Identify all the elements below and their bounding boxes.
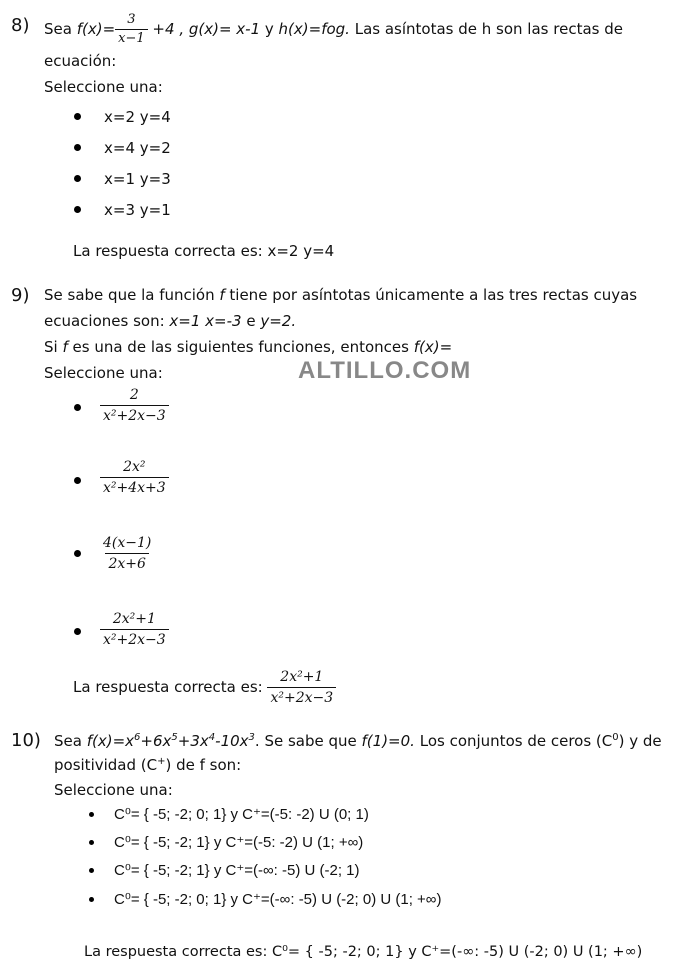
f-of-1: f(1)=0. [361, 732, 415, 750]
text: Los conjuntos de ceros (C [414, 732, 613, 750]
question-text-line-2 [44, 312, 296, 330]
fraction-numerator: 3 [127, 12, 136, 27]
f-symbol: f [219, 286, 225, 304]
text: y [260, 20, 279, 38]
question-text-line-3 [44, 338, 452, 356]
question-number: 8) [11, 15, 30, 36]
text: es una de las siguientes funciones, entonces [67, 338, 414, 356]
exponent: 3 [248, 732, 255, 743]
exponent: 5 [171, 732, 178, 743]
option-3[interactable] [100, 534, 154, 573]
option-4[interactable]: x=3 y=1 [104, 201, 171, 219]
text: Sea [54, 732, 87, 750]
question-number: 10) [11, 730, 41, 751]
polynomial [87, 732, 255, 750]
text: -10x [215, 732, 249, 750]
select-prompt: Seleccione una: [54, 781, 173, 799]
correct-answer [73, 667, 336, 707]
bullet-icon [74, 404, 81, 411]
watermark: ALTILLO.COM [298, 357, 472, 384]
select-prompt: Seleccione una: [44, 364, 163, 382]
fraction-denominator: x²+2x−3 [100, 629, 169, 649]
fraction-denominator: x²+4x+3 [100, 477, 169, 497]
fx-symbol: f(x)= [413, 338, 453, 356]
answer-label: La respuesta correcta es: [73, 678, 268, 696]
text: +6x [140, 732, 172, 750]
bullet-icon [74, 477, 81, 484]
text: e [241, 312, 261, 330]
asymptote-y: y=2. [260, 312, 297, 330]
bullet-icon [89, 868, 94, 873]
text: +3x [177, 732, 209, 750]
bullet-icon [74, 550, 81, 557]
fraction [115, 12, 148, 47]
option-3[interactable]: C⁰= { -5; -2; 1} y C⁺=(-∞: -5) U (-2; 1) [114, 862, 360, 879]
option-4[interactable]: C⁰= { -5; -2; 0; 1} y C⁺=(-∞: -5) U (-2; 0) U (1; +∞) [114, 891, 442, 908]
text: Las asíntotas de h son las rectas de [349, 20, 623, 38]
option-3[interactable]: x=1 y=3 [104, 170, 171, 188]
fraction-denominator: x²+2x−3 [100, 405, 169, 425]
text: positividad (C [54, 756, 158, 774]
bullet-icon [74, 175, 81, 182]
correct-answer: La respuesta correcta es: x=2 y=4 [73, 242, 335, 260]
question-text-line-2 [54, 756, 241, 774]
option-2[interactable]: C⁰= { -5; -2; 1} y C⁺=(-5: -2) U (1; +∞) [114, 834, 364, 851]
fraction [267, 668, 336, 707]
text: tiene por asíntotas únicamente a las tres rectas cuyas [224, 286, 638, 304]
question-text-line-1 [44, 286, 637, 304]
option-2[interactable]: x=4 y=2 [104, 139, 171, 157]
correct-answer: La respuesta correcta es: C⁰= { -5; -2; 0; 1} y C⁺=(-∞: -5) U (-2; 0) U (1; +∞) [84, 944, 643, 960]
asymptotes-x: x=1 x=-3 [169, 312, 242, 330]
bullet-icon [74, 113, 81, 120]
fraction [100, 458, 169, 497]
option-1[interactable] [100, 386, 169, 425]
f-tail: +4 [147, 20, 180, 38]
fraction [100, 610, 169, 649]
fraction-denominator: x−1 [115, 29, 148, 47]
bullet-icon [74, 206, 81, 213]
superscript: + [157, 756, 166, 767]
text: ecuaciones son: [44, 312, 170, 330]
bullet-icon [74, 144, 81, 151]
fraction-numerator: 2 [129, 387, 139, 403]
option-1[interactable]: x=2 y=4 [104, 108, 171, 126]
fraction-numerator: 2x² [123, 459, 146, 475]
exponent: 6 [134, 732, 141, 743]
f-label: f(x)= [76, 20, 116, 38]
fraction-denominator: x²+2x−3 [267, 687, 336, 707]
fraction-numerator: 2x²+1 [280, 669, 324, 685]
bullet-icon [74, 628, 81, 635]
fraction [100, 534, 154, 573]
fraction-numerator: 2x²+1 [112, 611, 156, 627]
bullet-icon [89, 812, 94, 817]
bullet-icon [89, 897, 94, 902]
question-text-line-1 [54, 732, 662, 750]
question-text-line-2: ecuación: [44, 52, 117, 70]
text: Sea [44, 20, 77, 38]
option-2[interactable] [100, 458, 169, 497]
select-prompt: Seleccione una: [44, 78, 163, 96]
h-definition: h(x)=fog. [278, 20, 350, 38]
option-4[interactable] [100, 610, 169, 649]
fraction-denominator: 2x+6 [105, 553, 148, 573]
fraction [100, 386, 169, 425]
text: Se sabe que la función [44, 286, 220, 304]
fraction-numerator: 4(x−1) [103, 535, 152, 551]
text: Si [44, 338, 63, 356]
question-number: 9) [11, 285, 30, 306]
exponent: 4 [208, 732, 216, 743]
text: f(x)=x [86, 732, 135, 750]
text: . Se sabe que [254, 732, 362, 750]
text: ) de f son: [165, 756, 242, 774]
g-definition: , g(x)= x-1 [179, 20, 261, 38]
bullet-icon [89, 840, 94, 845]
f-symbol: f [62, 338, 68, 356]
option-1[interactable]: C⁰= { -5; -2; 0; 1} y C⁺=(-5: -2) U (0; 1) [114, 806, 369, 823]
question-text-line-1 [44, 12, 623, 47]
superscript: 0 [612, 732, 619, 743]
text: ) y de [618, 732, 662, 750]
